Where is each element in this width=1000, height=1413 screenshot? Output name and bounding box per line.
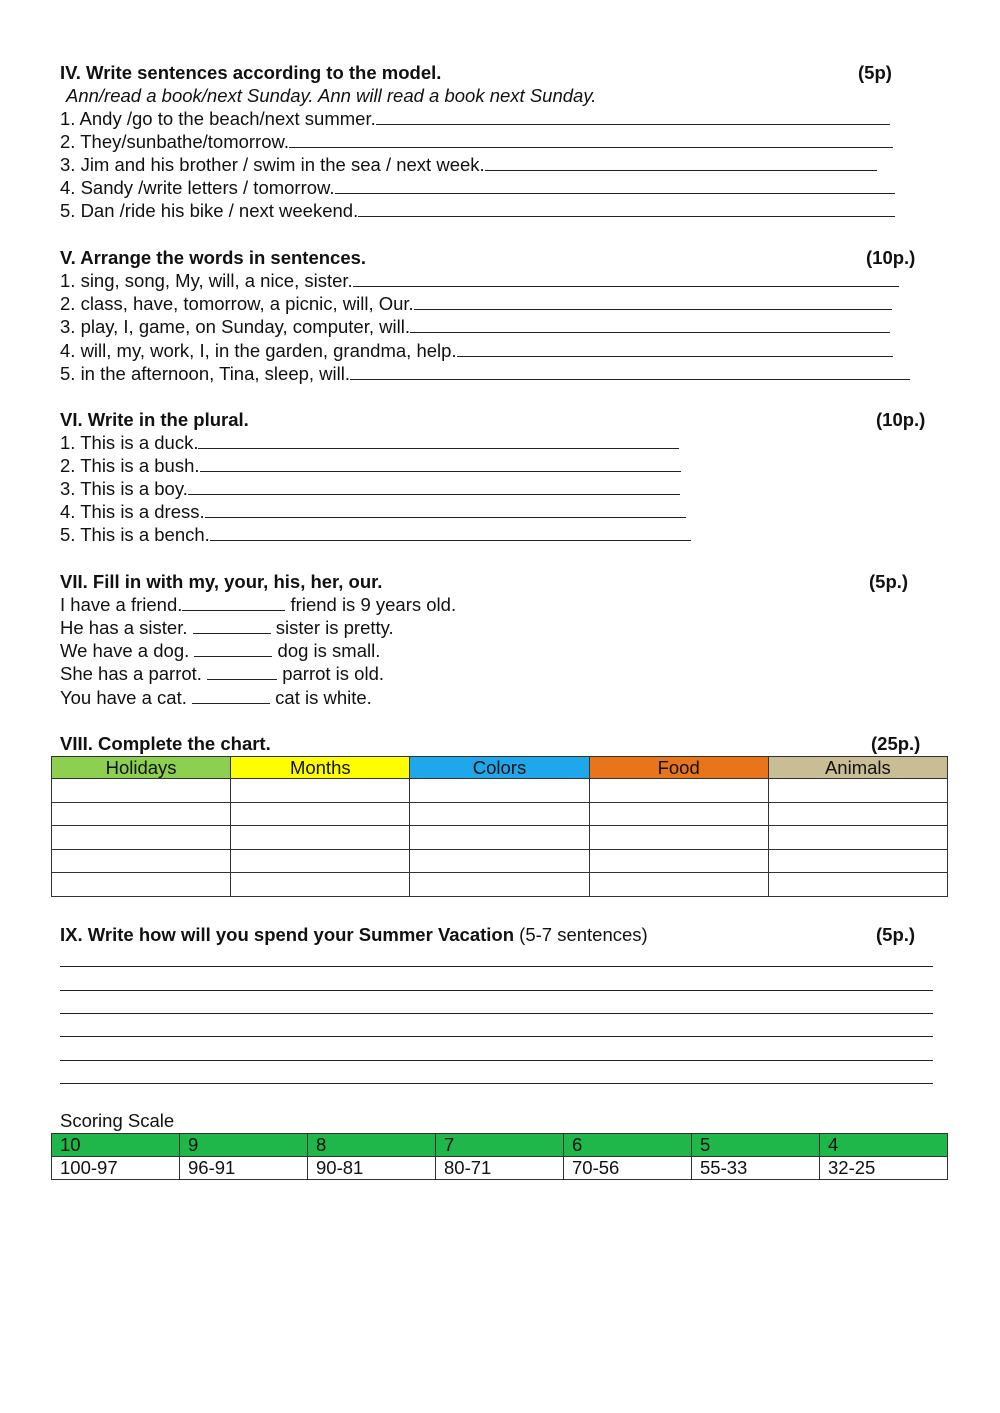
- item-text: 3. play, I, game, on Sunday, computer, will.: [60, 316, 410, 337]
- section-6-item-5: [60, 524, 691, 546]
- answer-line[interactable]: [289, 131, 893, 148]
- chart-cell[interactable]: [52, 873, 231, 897]
- section-9-title: IX. Write how will you spend your Summer Vacation: [60, 924, 515, 945]
- item-text: 5. Dan /ride his bike / next weekend.: [60, 200, 359, 221]
- scoring-scale-title: Scoring Scale: [60, 1110, 175, 1131]
- section-5-title: V. Arrange the words in sentences.: [60, 247, 367, 268]
- chart-cell[interactable]: [231, 779, 410, 803]
- chart-cell[interactable]: [52, 779, 231, 803]
- score-grade: 4: [820, 1134, 948, 1157]
- item-text: 5. in the afternoon, Tina, sleep, will.: [60, 363, 351, 384]
- section-4-item-3: [60, 154, 877, 176]
- item-text-before: You have a cat.: [60, 687, 193, 708]
- item-text: 2. This is a bush.: [60, 455, 200, 476]
- chart-cell[interactable]: [410, 826, 589, 850]
- item-text-before: I have a friend.: [60, 594, 183, 615]
- score-range: 55-33: [692, 1157, 820, 1180]
- section-4-item-1: [60, 108, 890, 130]
- chart-cell[interactable]: [589, 849, 768, 873]
- chart-cell[interactable]: [52, 826, 231, 850]
- chart-cell[interactable]: [589, 873, 768, 897]
- answer-line[interactable]: [376, 108, 890, 125]
- answer-line[interactable]: [198, 432, 679, 449]
- item-text-after: sister is pretty.: [270, 617, 394, 638]
- score-range: 90-81: [308, 1157, 436, 1180]
- item-text: 1. sing, song, My, will, a nice, sister.: [60, 270, 353, 291]
- section-9-heading: [60, 924, 648, 946]
- answer-line[interactable]: [335, 177, 895, 194]
- chart-cell[interactable]: [768, 802, 947, 826]
- answer-line[interactable]: [205, 501, 686, 518]
- score-range: 32-25: [820, 1157, 948, 1180]
- item-text: 4. will, my, work, I, in the garden, grandma, help.: [60, 340, 457, 361]
- answer-line[interactable]: [350, 363, 910, 380]
- chart-header-animals: Animals: [768, 757, 947, 779]
- section-5-item-1: [60, 270, 899, 292]
- score-range: 80-71: [436, 1157, 564, 1180]
- item-text-before: He has a sister.: [60, 617, 193, 638]
- section-6-item-3: [60, 478, 680, 500]
- section-7-title: VII. Fill in with my, your, his, her, our.: [60, 571, 383, 592]
- chart-header-food: Food: [589, 757, 768, 779]
- section-9-points: (5p.): [876, 924, 916, 945]
- chart-header-colors: Colors: [410, 757, 589, 779]
- answer-blank[interactable]: [182, 594, 285, 611]
- section-6-item-4: [60, 501, 686, 523]
- writing-line[interactable]: [60, 1036, 933, 1037]
- chart-cell[interactable]: [410, 802, 589, 826]
- score-grade: 8: [308, 1134, 436, 1157]
- answer-line[interactable]: [353, 270, 899, 287]
- item-text: 3. Jim and his brother / swim in the sea / next week.: [60, 154, 485, 175]
- chart-cell[interactable]: [231, 873, 410, 897]
- item-text: 2. class, have, tomorrow, a picnic, will, Our.: [60, 293, 414, 314]
- table-row: [52, 779, 948, 803]
- writing-line[interactable]: [60, 966, 933, 967]
- section-6-item-2: [60, 455, 681, 477]
- section-6-points: (10p.): [876, 409, 926, 430]
- item-text-before: We have a dog.: [60, 640, 195, 661]
- chart-cell[interactable]: [410, 849, 589, 873]
- section-5-item-2: [60, 293, 892, 315]
- section-7-item-4: [60, 663, 384, 685]
- section-4-item-4: [60, 177, 895, 199]
- section-6-title: VI. Write in the plural.: [60, 409, 249, 430]
- chart-cell[interactable]: [231, 802, 410, 826]
- section-5-item-3: [60, 316, 890, 338]
- answer-line[interactable]: [410, 316, 890, 333]
- chart-cell[interactable]: [410, 779, 589, 803]
- section-5-item-5: [60, 363, 910, 385]
- item-text: 3. This is a boy.: [60, 478, 188, 499]
- item-text: 5. This is a bench.: [60, 524, 210, 545]
- answer-line[interactable]: [485, 154, 877, 171]
- chart-cell[interactable]: [589, 826, 768, 850]
- section-4-item-5: [60, 200, 895, 222]
- chart-cell[interactable]: [231, 849, 410, 873]
- score-grade: 5: [692, 1134, 820, 1157]
- section-9-note: (5-7 sentences): [514, 924, 648, 945]
- section-6-item-1: [60, 432, 679, 454]
- chart-cell[interactable]: [768, 849, 947, 873]
- section-7-item-1: [60, 594, 456, 616]
- item-text-after: parrot is old.: [277, 663, 384, 684]
- section-8-title: VIII. Complete the chart.: [60, 733, 271, 754]
- section-8-points: (25p.): [871, 733, 921, 754]
- chart-header-holidays: Holidays: [52, 757, 231, 779]
- chart-header-months: Months: [231, 757, 410, 779]
- writing-line[interactable]: [60, 990, 933, 991]
- answer-blank[interactable]: [192, 687, 270, 704]
- section-5-points: (10p.): [866, 247, 916, 268]
- answer-line[interactable]: [188, 478, 680, 495]
- chart-cell[interactable]: [768, 826, 947, 850]
- chart-cell[interactable]: [589, 802, 768, 826]
- chart-cell[interactable]: [52, 802, 231, 826]
- table-row: [52, 802, 948, 826]
- answer-line[interactable]: [210, 524, 691, 541]
- chart-cell[interactable]: [768, 779, 947, 803]
- section-4-model: Ann/read a book/next Sunday. Ann will read a book next Sunday.: [66, 85, 597, 106]
- answer-line[interactable]: [358, 200, 895, 217]
- section-7-item-3: [60, 640, 380, 662]
- answer-blank[interactable]: [207, 663, 277, 680]
- table-row: [52, 826, 948, 850]
- score-range: 100-97: [52, 1157, 180, 1180]
- item-text: 1. Andy /go to the beach/next summer.: [60, 108, 376, 129]
- chart-cell[interactable]: [231, 826, 410, 850]
- answer-line[interactable]: [457, 340, 893, 357]
- chart-cell[interactable]: [52, 849, 231, 873]
- answer-line[interactable]: [200, 455, 681, 472]
- section-4-points: (5p): [858, 62, 892, 83]
- writing-line[interactable]: [60, 1013, 933, 1014]
- item-text: 4. Sandy /write letters / tomorrow.: [60, 177, 335, 198]
- score-grade: 9: [180, 1134, 308, 1157]
- item-text: 4. This is a dress.: [60, 501, 205, 522]
- answer-line[interactable]: [414, 293, 892, 310]
- section-7-points: (5p.): [869, 571, 909, 592]
- answer-blank[interactable]: [194, 640, 272, 657]
- score-grade: 7: [436, 1134, 564, 1157]
- item-text-after: dog is small.: [272, 640, 381, 661]
- writing-line[interactable]: [60, 1060, 933, 1061]
- item-text-before: She has a parrot.: [60, 663, 208, 684]
- score-grade: 10: [52, 1134, 180, 1157]
- chart-cell[interactable]: [768, 873, 947, 897]
- table-row: [52, 873, 948, 897]
- item-text: 2. They/sunbathe/tomorrow.: [60, 131, 289, 152]
- score-range: 70-56: [564, 1157, 692, 1180]
- section-7-item-2: [60, 617, 394, 639]
- chart-cell[interactable]: [410, 873, 589, 897]
- chart-cell[interactable]: [589, 779, 768, 803]
- section-4-title: IV. Write sentences according to the model.: [60, 62, 442, 83]
- item-text-after: cat is white.: [270, 687, 372, 708]
- item-text: 1. This is a duck.: [60, 432, 199, 453]
- complete-the-chart-table: [51, 756, 948, 897]
- item-text-after: friend is 9 years old.: [285, 594, 457, 615]
- scoring-scale-table: [51, 1133, 948, 1180]
- answer-blank[interactable]: [193, 617, 271, 634]
- writing-line[interactable]: [60, 1083, 933, 1084]
- section-5-item-4: [60, 340, 893, 362]
- score-grade: 6: [564, 1134, 692, 1157]
- table-row: [52, 849, 948, 873]
- score-range: 96-91: [180, 1157, 308, 1180]
- section-4-item-2: [60, 131, 893, 153]
- section-7-item-5: [60, 687, 372, 709]
